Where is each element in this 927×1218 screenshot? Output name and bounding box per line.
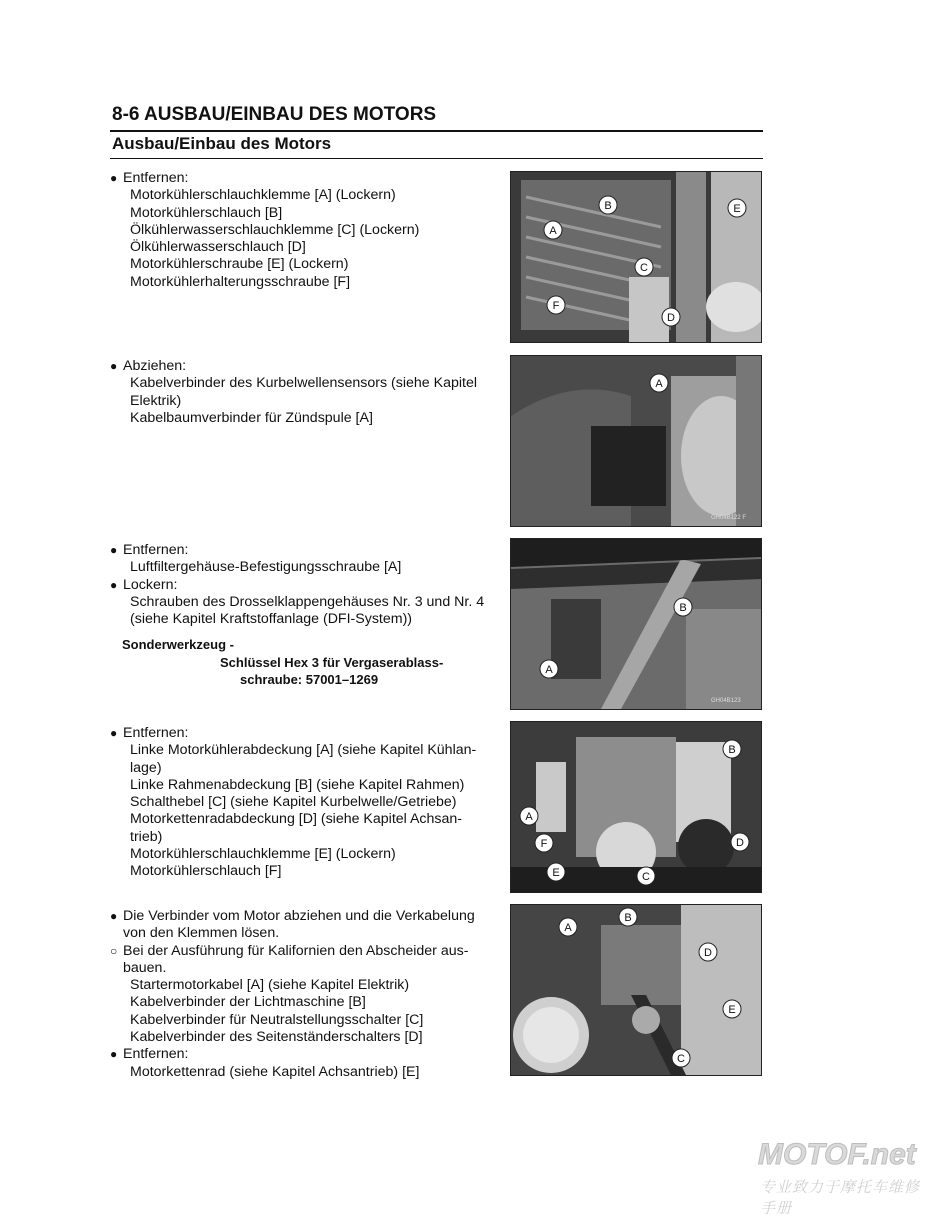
list-item: Motorkühlerschlauch [B] [130, 204, 283, 221]
list-item: Motorkühlerschlauch [F] [130, 863, 282, 880]
list-item: Elektrik) [130, 392, 182, 409]
callout-label: B [728, 744, 736, 756]
bullet-icon: ● [110, 909, 118, 923]
photo-code: GH04B123 [711, 698, 741, 704]
callout-label: D [704, 947, 712, 959]
callout-label: F [552, 300, 560, 312]
callout-label: E [728, 1004, 736, 1016]
list-item: Schrauben des Drosselklappengehäuses Nr. 3 und Nr. 4 [130, 593, 485, 610]
callout-label: C [677, 1053, 685, 1065]
step-1-text: ● Entfernen: Motorkühlerschlauchklemme [A] (Lockern) Motorkühlerschlauch [B] Ölkühlerwasserschlauchklemme [C] (Lockern) Ölkühlerwasserschlauch [D] Motorkühlerschraube [E] (Lockern) Motorkühlerhalterungsschraube [F] [110, 170, 494, 291]
photo-connector [510, 355, 762, 527]
special-tool-text: schraube: 57001–1269 [240, 672, 379, 688]
list-item: Linke Rahmenabdeckung [B] (siehe Kapitel Rahmen) [130, 776, 465, 793]
list-item: Kabelverbinder für Neutralstellungsschalter [C] [130, 1011, 424, 1028]
bullet-icon: ● [110, 543, 118, 557]
photo-frame [510, 538, 762, 710]
list-item: Kabelverbinder des Seitenständerschalters [D] [130, 1029, 423, 1046]
watermark-tagline: 专业致力于摩托车维修手册 [760, 1179, 921, 1217]
callout-label: D [736, 837, 744, 849]
callout-label: F [540, 838, 548, 850]
callout-label: B [604, 200, 612, 212]
callout-label: E [733, 203, 741, 215]
callout-label: C [642, 871, 650, 883]
bullet-icon: ● [110, 1047, 118, 1062]
bullet-icon: ● [110, 171, 118, 185]
photo-sprocket [510, 904, 762, 1076]
callout-label: B [624, 912, 632, 924]
list-item: Motorkühlerschlauchklemme [E] (Lockern) [130, 846, 396, 863]
list-item: trieb) [130, 828, 163, 845]
callout-label: A [545, 664, 553, 676]
list-item: Kabelbaumverbinder für Zündspule [A] [130, 409, 373, 426]
open-bullet-icon: ○ [110, 943, 118, 958]
list-item: Motorkühlerschlauchklemme [A] (Lockern) [130, 187, 396, 204]
callout-label: A [525, 811, 533, 823]
list-item: Ölkühlerwasserschlauch [D] [130, 239, 306, 256]
list-item: Motorkühlerhalterungsschraube [F] [130, 273, 351, 290]
watermark [758, 1138, 923, 1217]
bullet-icon: ● [110, 577, 118, 592]
callout-label: D [667, 312, 675, 324]
list-item: lage) [130, 759, 162, 776]
section-rule [110, 158, 763, 159]
bullet-icon: ● [110, 359, 118, 373]
step-5-text: ● Die Verbinder vom Motor abziehen und die Verkabelung von den Klemmen lösen. ○ Bei der Ausführung für Kalifornien den Abscheider aus- bauen. Startermotorkabel [A] (siehe Kapitel Elektrik) Kabelverbinder der Lichtmaschine [B] Kabelverbinder für Neutralstellungsschalter [C] Kabelverbinder des Seitenständerschalters [D] ● Entfernen: Motorkettenrad (siehe Kapitel Achsantrieb) [E] [110, 908, 494, 1081]
page-title: 8-6 AUSBAU/EINBAU DES MOTORS [112, 104, 437, 125]
photo-code: GH04B122 F [711, 515, 747, 521]
list-item: Kabelverbinder des Kurbelwellensensors (siehe Kapitel [130, 375, 478, 392]
list-item: Motorkettenradabdeckung [D] (siehe Kapitel Achsan- [130, 811, 463, 828]
callout-label: A [564, 922, 572, 934]
callout-label: A [549, 225, 557, 237]
step-2-text: ● Abziehen: Kabelverbinder des Kurbelwellensensors (siehe Kapitel Elektrik) Kabelbaumverbinder für Zündspule [A] [110, 358, 494, 427]
list-item: Startermotorkabel [A] (siehe Kapitel Elektrik) [130, 977, 410, 994]
step-3-text: ● Entfernen: Luftfiltergehäuse-Befestigungsschraube [A] ● Lockern: Schrauben des Drosselklappengehäuses Nr. 3 und Nr. 4 (siehe Kapitel Kraftstoffanlage (DFI-System)) Sonderwerkzeug - Schlüssel Hex 3 für Vergaserablass- schraube: 57001–1269 [110, 542, 494, 688]
callout-label: B [679, 602, 687, 614]
list-item: Luftfiltergehäuse-Befestigungsschraube [A] [130, 559, 402, 576]
list-item: Kabelverbinder der Lichtmaschine [B] [130, 994, 366, 1011]
photo-radiator [510, 171, 762, 343]
special-tool-label: Sonderwerkzeug - [122, 637, 234, 653]
callout-label: C [640, 262, 648, 274]
watermark-logo: MOTOF.net [758, 1138, 916, 1171]
list-item: Ölkühlerwasserschlauchklemme [C] (Lockern) [130, 221, 420, 238]
bullet-icon: ● [110, 726, 118, 740]
step-4-text: ● Entfernen: Linke Motorkühlerabdeckung [A] (siehe Kapitel Kühlan- lage) Linke Rahmenabdeckung [B] (siehe Kapitel Rahmen) Schalthebel [C] (siehe Kapitel Kurbelwelle/Getriebe) Motorkettenradabdeckung [D] (siehe Kapitel Achsan- trieb) Motorkühlerschlauchklemme [E] (Lockern) Motorkühlerschlauch [F] [110, 725, 494, 881]
photo-engine-left [510, 721, 762, 893]
list-item: Motorkühlerschraube [E] (Lockern) [130, 256, 349, 273]
callout-label: A [655, 378, 663, 390]
title-rule [110, 130, 763, 132]
callout-label: E [552, 867, 560, 879]
list-item: Linke Motorkühlerabdeckung [A] (siehe Kapitel Kühlan- [130, 742, 477, 759]
list-item: Schalthebel [C] (siehe Kapitel Kurbelwelle/Getriebe) [130, 794, 457, 811]
list-item: (siehe Kapitel Kraftstoffanlage (DFI-System)) [130, 611, 413, 628]
list-item: Motorkettenrad (siehe Kapitel Achsantrieb) [E] [130, 1063, 420, 1080]
section-title: Ausbau/Einbau des Motors [112, 134, 332, 153]
special-tool-text: Schlüssel Hex 3 für Vergaserablass- [220, 654, 444, 670]
